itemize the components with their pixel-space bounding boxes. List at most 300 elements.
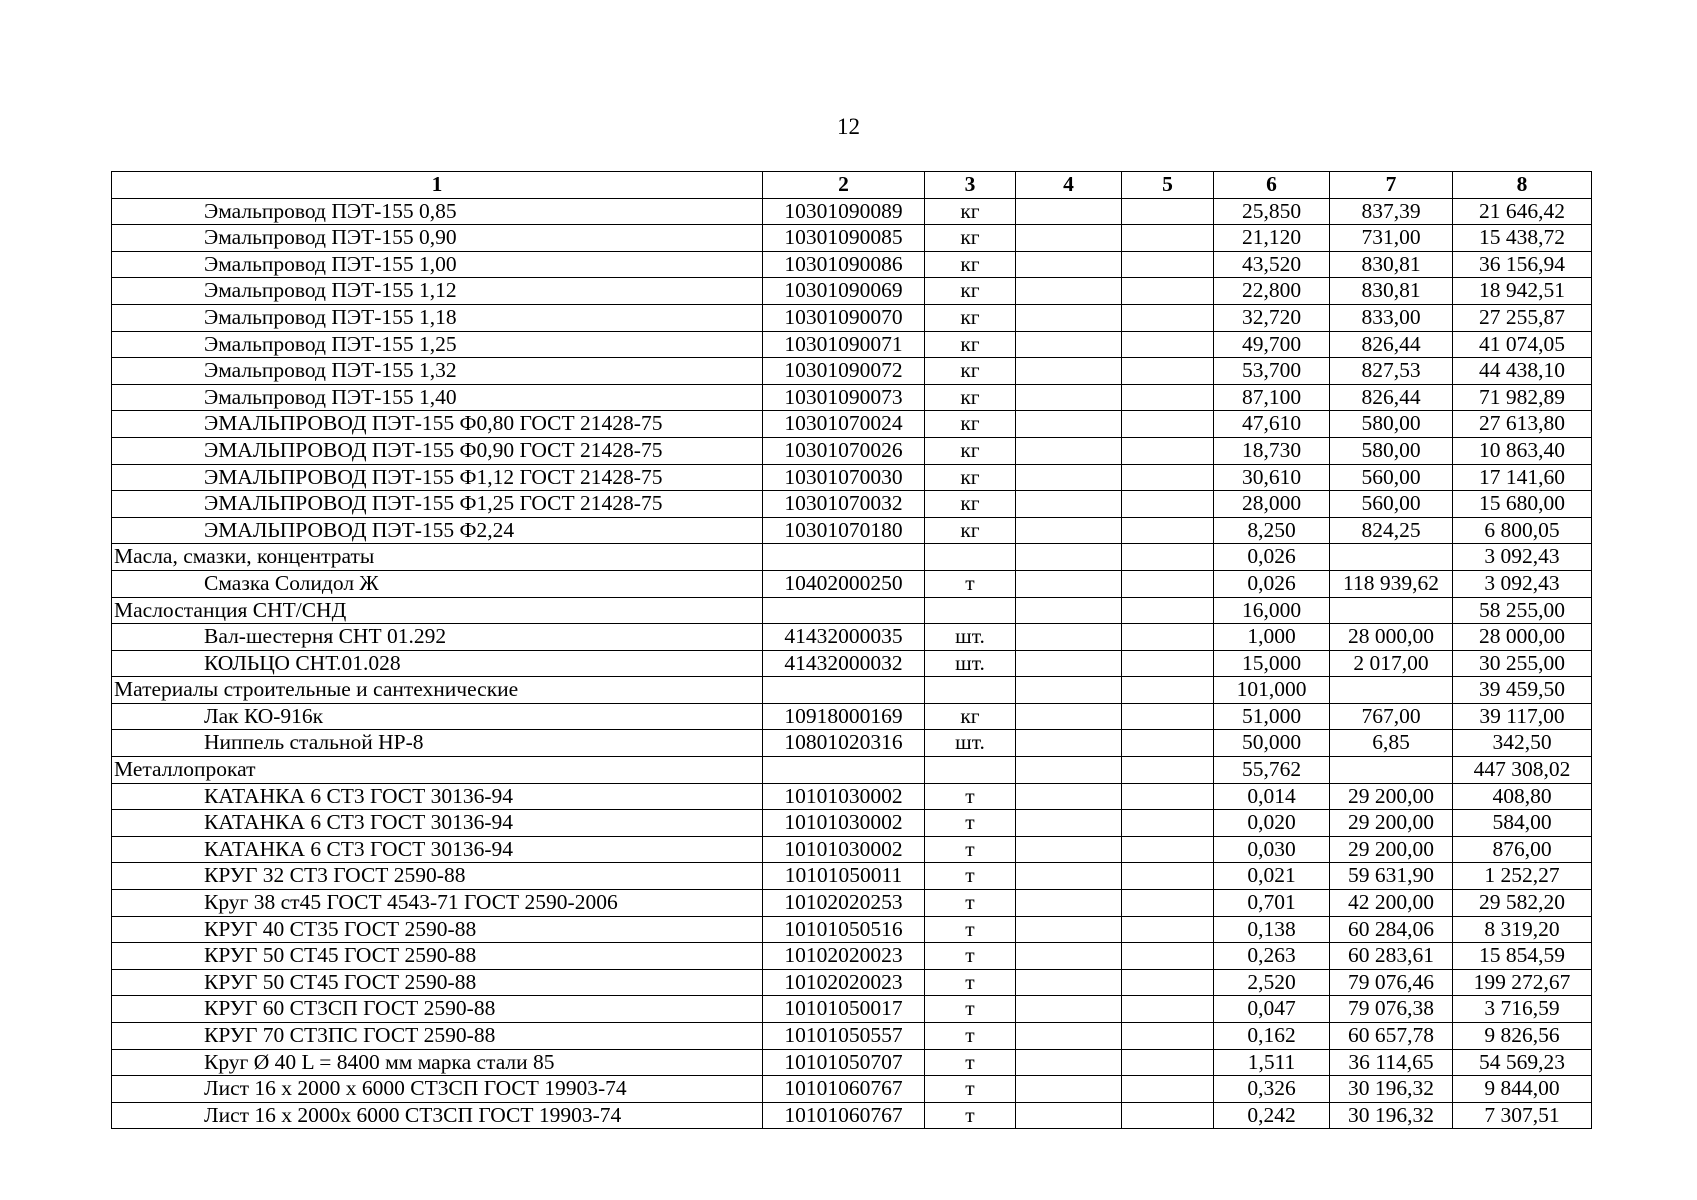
price-cell: 29 200,00 — [1330, 836, 1453, 863]
sum-cell: 3 092,43 — [1453, 544, 1592, 571]
price-cell: 29 200,00 — [1330, 783, 1453, 810]
column-5-cell — [1122, 225, 1214, 252]
sum-cell: 10 863,40 — [1453, 437, 1592, 464]
item-name-cell: КРУГ 32 СТ3 ГОСТ 2590-88 — [112, 863, 763, 890]
item-name-cell: Эмальпровод ПЭТ-155 1,25 — [112, 331, 763, 358]
sum-cell: 447 308,02 — [1453, 757, 1592, 784]
sum-cell: 584,00 — [1453, 810, 1592, 837]
column-4-cell — [1016, 969, 1122, 996]
sum-cell: 54 569,23 — [1453, 1049, 1592, 1076]
unit-cell: т — [925, 890, 1016, 917]
column-4-cell — [1016, 491, 1122, 518]
item-name-cell: КРУГ 50 СТ45 ГОСТ 2590-88 — [112, 969, 763, 996]
quantity-cell: 1,511 — [1214, 1049, 1330, 1076]
item-name-cell: Круг 38 ст45 ГОСТ 4543-71 ГОСТ 2590-2006 — [112, 890, 763, 917]
column-4-cell — [1016, 703, 1122, 730]
item-code-cell: 10101030002 — [763, 810, 925, 837]
table-row — [112, 996, 1592, 1023]
item-name-cell: Эмальпровод ПЭТ-155 0,85 — [112, 198, 763, 225]
price-cell: 6,85 — [1330, 730, 1453, 757]
column-5-cell — [1122, 650, 1214, 677]
column-4-cell — [1016, 943, 1122, 970]
price-cell: 830,81 — [1330, 278, 1453, 305]
price-cell: 580,00 — [1330, 437, 1453, 464]
table-row — [112, 810, 1592, 837]
item-code-cell: 10101060767 — [763, 1076, 925, 1103]
item-name-cell: Эмальпровод ПЭТ-155 1,40 — [112, 384, 763, 411]
quantity-cell: 0,263 — [1214, 943, 1330, 970]
sum-cell: 58 255,00 — [1453, 597, 1592, 624]
price-cell: 830,81 — [1330, 251, 1453, 278]
price-cell: 30 196,32 — [1330, 1076, 1453, 1103]
sum-cell: 15 854,59 — [1453, 943, 1592, 970]
item-name-cell: Круг Ø 40 L = 8400 мм марка стали 85 — [112, 1049, 763, 1076]
column-4-cell — [1016, 624, 1122, 651]
column-4-cell — [1016, 278, 1122, 305]
sum-cell: 9 844,00 — [1453, 1076, 1592, 1103]
column-5-cell — [1122, 491, 1214, 518]
unit-cell: кг — [925, 411, 1016, 438]
item-name-cell: КРУГ 60 СТ3СП ГОСТ 2590-88 — [112, 996, 763, 1023]
column-4-cell — [1016, 1049, 1122, 1076]
column-4-cell — [1016, 304, 1122, 331]
sum-cell: 876,00 — [1453, 836, 1592, 863]
table-row — [112, 1076, 1592, 1103]
column-5-cell — [1122, 890, 1214, 917]
sum-cell: 15 438,72 — [1453, 225, 1592, 252]
unit-cell: шт. — [925, 624, 1016, 651]
column-5-cell — [1122, 916, 1214, 943]
table-row — [112, 198, 1592, 225]
item-name-cell: Вал-шестерня СНТ 01.292 — [112, 624, 763, 651]
item-name-cell: Лист 16 х 2000 х 6000 СТ3СП ГОСТ 19903-74 — [112, 1076, 763, 1103]
item-name-cell: КРУГ 40 СТ35 ГОСТ 2590-88 — [112, 916, 763, 943]
quantity-cell: 0,030 — [1214, 836, 1330, 863]
sum-cell: 8 319,20 — [1453, 916, 1592, 943]
column-header-6: 6 — [1214, 172, 1330, 199]
item-code-cell: 10102020023 — [763, 969, 925, 996]
item-code-cell: 10301090089 — [763, 198, 925, 225]
sum-cell: 29 582,20 — [1453, 890, 1592, 917]
column-4-cell — [1016, 1076, 1122, 1103]
column-4-cell — [1016, 730, 1122, 757]
column-5-cell — [1122, 331, 1214, 358]
column-5-cell — [1122, 437, 1214, 464]
unit-cell: кг — [925, 304, 1016, 331]
column-5-cell — [1122, 1102, 1214, 1129]
quantity-cell: 55,762 — [1214, 757, 1330, 784]
unit-cell: кг — [925, 278, 1016, 305]
column-4-cell — [1016, 411, 1122, 438]
sum-cell: 18 942,51 — [1453, 278, 1592, 305]
item-name-cell: Эмальпровод ПЭТ-155 1,12 — [112, 278, 763, 305]
unit-cell: кг — [925, 384, 1016, 411]
table-row — [112, 278, 1592, 305]
column-5-cell — [1122, 677, 1214, 704]
quantity-cell: 15,000 — [1214, 650, 1330, 677]
column-header-1: 1 — [112, 172, 763, 199]
column-4-cell — [1016, 677, 1122, 704]
table-row — [112, 331, 1592, 358]
column-5-cell — [1122, 597, 1214, 624]
column-header-7: 7 — [1330, 172, 1453, 199]
item-name-cell: Смазка Солидол Ж — [112, 570, 763, 597]
column-5-cell — [1122, 278, 1214, 305]
quantity-cell: 51,000 — [1214, 703, 1330, 730]
column-header-8: 8 — [1453, 172, 1592, 199]
column-5-cell — [1122, 863, 1214, 890]
item-name-cell: КАТАНКА 6 СТ3 ГОСТ 30136-94 — [112, 836, 763, 863]
column-4-cell — [1016, 916, 1122, 943]
item-name-cell: Эмальпровод ПЭТ-155 1,32 — [112, 358, 763, 385]
item-name-cell: Масла, смазки, концентраты — [112, 544, 763, 571]
item-code-cell: 41432000032 — [763, 650, 925, 677]
unit-cell: т — [925, 1023, 1016, 1050]
quantity-cell: 0,326 — [1214, 1076, 1330, 1103]
unit-cell — [925, 677, 1016, 704]
price-cell: 79 076,46 — [1330, 969, 1453, 996]
column-header-3: 3 — [925, 172, 1016, 199]
column-5-cell — [1122, 783, 1214, 810]
quantity-cell: 32,720 — [1214, 304, 1330, 331]
unit-cell: т — [925, 570, 1016, 597]
sum-cell: 9 826,56 — [1453, 1023, 1592, 1050]
sum-cell: 36 156,94 — [1453, 251, 1592, 278]
category-row — [112, 757, 1592, 784]
unit-cell: т — [925, 836, 1016, 863]
item-code-cell: 10101050557 — [763, 1023, 925, 1050]
item-code-cell: 10301070030 — [763, 464, 925, 491]
unit-cell: кг — [925, 437, 1016, 464]
unit-cell: кг — [925, 225, 1016, 252]
price-cell: 42 200,00 — [1330, 890, 1453, 917]
column-5-cell — [1122, 943, 1214, 970]
item-code-cell: 10101030002 — [763, 783, 925, 810]
sum-cell: 7 307,51 — [1453, 1102, 1592, 1129]
column-5-cell — [1122, 836, 1214, 863]
sum-cell: 71 982,89 — [1453, 384, 1592, 411]
quantity-cell: 47,610 — [1214, 411, 1330, 438]
column-header-2: 2 — [763, 172, 925, 199]
sum-cell: 30 255,00 — [1453, 650, 1592, 677]
unit-cell: шт. — [925, 730, 1016, 757]
sum-cell: 199 272,67 — [1453, 969, 1592, 996]
sum-cell: 17 141,60 — [1453, 464, 1592, 491]
column-4-cell — [1016, 517, 1122, 544]
column-4-cell — [1016, 225, 1122, 252]
column-5-cell — [1122, 384, 1214, 411]
category-row — [112, 597, 1592, 624]
unit-cell: т — [925, 1076, 1016, 1103]
column-5-cell — [1122, 757, 1214, 784]
item-name-cell: Ниппель стальной НР-8 — [112, 730, 763, 757]
item-code-cell: 10801020316 — [763, 730, 925, 757]
table-row — [112, 251, 1592, 278]
table-row — [112, 916, 1592, 943]
column-5-cell — [1122, 544, 1214, 571]
sum-cell: 3 092,43 — [1453, 570, 1592, 597]
item-code-cell: 10301090073 — [763, 384, 925, 411]
sum-cell: 3 716,59 — [1453, 996, 1592, 1023]
column-header-4: 4 — [1016, 172, 1122, 199]
price-cell: 580,00 — [1330, 411, 1453, 438]
unit-cell: т — [925, 1102, 1016, 1129]
column-5-cell — [1122, 996, 1214, 1023]
unit-cell: т — [925, 916, 1016, 943]
table-row — [112, 464, 1592, 491]
unit-cell: кг — [925, 464, 1016, 491]
table-row — [112, 437, 1592, 464]
column-4-cell — [1016, 890, 1122, 917]
column-5-cell — [1122, 1049, 1214, 1076]
quantity-cell: 0,701 — [1214, 890, 1330, 917]
unit-cell: кг — [925, 491, 1016, 518]
item-name-cell: Эмальпровод ПЭТ-155 1,00 — [112, 251, 763, 278]
column-4-cell — [1016, 251, 1122, 278]
price-cell — [1330, 757, 1453, 784]
column-4-cell — [1016, 650, 1122, 677]
unit-cell: т — [925, 863, 1016, 890]
table-row — [112, 1049, 1592, 1076]
price-cell: 30 196,32 — [1330, 1102, 1453, 1129]
item-code-cell: 10102020253 — [763, 890, 925, 917]
item-code-cell: 10101050707 — [763, 1049, 925, 1076]
column-5-cell — [1122, 969, 1214, 996]
table-row — [112, 783, 1592, 810]
quantity-cell: 0,162 — [1214, 1023, 1330, 1050]
price-cell: 731,00 — [1330, 225, 1453, 252]
quantity-cell: 53,700 — [1214, 358, 1330, 385]
item-name-cell: Маслостанция СНТ/СНД — [112, 597, 763, 624]
quantity-cell: 22,800 — [1214, 278, 1330, 305]
table-row — [112, 411, 1592, 438]
price-cell: 36 114,65 — [1330, 1049, 1453, 1076]
sum-cell: 1 252,27 — [1453, 863, 1592, 890]
item-name-cell: ЭМАЛЬПРОВОД ПЭТ-155 Ф0,90 ГОСТ 21428-75 — [112, 437, 763, 464]
item-code-cell — [763, 597, 925, 624]
quantity-cell: 30,610 — [1214, 464, 1330, 491]
item-name-cell: ЭМАЛЬПРОВОД ПЭТ-155 Ф1,12 ГОСТ 21428-75 — [112, 464, 763, 491]
quantity-cell: 25,850 — [1214, 198, 1330, 225]
price-cell: 560,00 — [1330, 491, 1453, 518]
unit-cell — [925, 544, 1016, 571]
item-code-cell: 10101030002 — [763, 836, 925, 863]
column-4-cell — [1016, 1102, 1122, 1129]
unit-cell: кг — [925, 358, 1016, 385]
item-name-cell: КРУГ 70 СТ3ПС ГОСТ 2590-88 — [112, 1023, 763, 1050]
table-row — [112, 358, 1592, 385]
table-row — [112, 730, 1592, 757]
column-5-cell — [1122, 703, 1214, 730]
item-code-cell — [763, 544, 925, 571]
price-cell: 118 939,62 — [1330, 570, 1453, 597]
table-body — [112, 198, 1592, 1129]
quantity-cell: 18,730 — [1214, 437, 1330, 464]
price-cell — [1330, 677, 1453, 704]
price-cell: 79 076,38 — [1330, 996, 1453, 1023]
unit-cell: кг — [925, 251, 1016, 278]
item-code-cell: 41432000035 — [763, 624, 925, 651]
column-5-cell — [1122, 358, 1214, 385]
inventory-table — [111, 171, 1592, 1129]
unit-cell: т — [925, 996, 1016, 1023]
item-code-cell: 10101060767 — [763, 1102, 925, 1129]
category-row — [112, 677, 1592, 704]
quantity-cell: 1,000 — [1214, 624, 1330, 651]
price-cell — [1330, 597, 1453, 624]
column-5-cell — [1122, 198, 1214, 225]
table-row — [112, 969, 1592, 996]
item-name-cell: Лак КО-916к — [112, 703, 763, 730]
column-5-cell — [1122, 464, 1214, 491]
item-code-cell: 10402000250 — [763, 570, 925, 597]
item-name-cell: Эмальпровод ПЭТ-155 0,90 — [112, 225, 763, 252]
item-name-cell: КАТАНКА 6 СТ3 ГОСТ 30136-94 — [112, 810, 763, 837]
item-name-cell: Металлопрокат — [112, 757, 763, 784]
category-row — [112, 544, 1592, 571]
sum-cell: 39 117,00 — [1453, 703, 1592, 730]
quantity-cell: 16,000 — [1214, 597, 1330, 624]
price-cell: 60 657,78 — [1330, 1023, 1453, 1050]
column-5-cell — [1122, 810, 1214, 837]
price-cell: 767,00 — [1330, 703, 1453, 730]
item-name-cell: Лист 16 х 2000х 6000 СТ3СП ГОСТ 19903-74 — [112, 1102, 763, 1129]
table-row — [112, 570, 1592, 597]
column-4-cell — [1016, 863, 1122, 890]
price-cell: 28 000,00 — [1330, 624, 1453, 651]
unit-cell: кг — [925, 331, 1016, 358]
quantity-cell: 0,047 — [1214, 996, 1330, 1023]
column-4-cell — [1016, 757, 1122, 784]
column-5-cell — [1122, 411, 1214, 438]
unit-cell: т — [925, 783, 1016, 810]
quantity-cell: 8,250 — [1214, 517, 1330, 544]
column-4-cell — [1016, 783, 1122, 810]
header-row — [112, 172, 1592, 199]
table-row — [112, 703, 1592, 730]
item-name-cell: Эмальпровод ПЭТ-155 1,18 — [112, 304, 763, 331]
unit-cell: т — [925, 969, 1016, 996]
item-code-cell: 10102020023 — [763, 943, 925, 970]
sum-cell: 27 613,80 — [1453, 411, 1592, 438]
sum-cell: 408,80 — [1453, 783, 1592, 810]
column-4-cell — [1016, 198, 1122, 225]
column-4-cell — [1016, 1023, 1122, 1050]
price-cell: 827,53 — [1330, 358, 1453, 385]
table-row — [112, 304, 1592, 331]
quantity-cell: 0,242 — [1214, 1102, 1330, 1129]
column-4-cell — [1016, 836, 1122, 863]
unit-cell: т — [925, 810, 1016, 837]
table-row — [112, 491, 1592, 518]
price-cell — [1330, 544, 1453, 571]
quantity-cell: 0,020 — [1214, 810, 1330, 837]
quantity-cell: 0,014 — [1214, 783, 1330, 810]
column-4-cell — [1016, 384, 1122, 411]
column-4-cell — [1016, 570, 1122, 597]
sum-cell: 21 646,42 — [1453, 198, 1592, 225]
column-header-5: 5 — [1122, 172, 1214, 199]
table-row — [112, 650, 1592, 677]
quantity-cell: 49,700 — [1214, 331, 1330, 358]
price-cell: 833,00 — [1330, 304, 1453, 331]
column-4-cell — [1016, 544, 1122, 571]
item-code-cell: 10301070032 — [763, 491, 925, 518]
price-cell: 837,39 — [1330, 198, 1453, 225]
unit-cell: кг — [925, 198, 1016, 225]
price-cell: 59 631,90 — [1330, 863, 1453, 890]
quantity-cell: 0,026 — [1214, 544, 1330, 571]
column-4-cell — [1016, 464, 1122, 491]
unit-cell — [925, 597, 1016, 624]
sum-cell: 342,50 — [1453, 730, 1592, 757]
item-name-cell: ЭМАЛЬПРОВОД ПЭТ-155 Ф0,80 ГОСТ 21428-75 — [112, 411, 763, 438]
column-4-cell — [1016, 331, 1122, 358]
column-4-cell — [1016, 358, 1122, 385]
column-5-cell — [1122, 570, 1214, 597]
column-5-cell — [1122, 251, 1214, 278]
column-5-cell — [1122, 730, 1214, 757]
price-cell: 60 283,61 — [1330, 943, 1453, 970]
column-5-cell — [1122, 517, 1214, 544]
unit-cell: кг — [925, 517, 1016, 544]
table-row — [112, 943, 1592, 970]
table-row — [112, 890, 1592, 917]
sum-cell: 28 000,00 — [1453, 624, 1592, 651]
table-row — [112, 517, 1592, 544]
quantity-cell: 0,021 — [1214, 863, 1330, 890]
sum-cell: 44 438,10 — [1453, 358, 1592, 385]
sum-cell: 6 800,05 — [1453, 517, 1592, 544]
item-code-cell: 10301070024 — [763, 411, 925, 438]
table-row — [112, 225, 1592, 252]
table-row — [112, 836, 1592, 863]
quantity-cell: 101,000 — [1214, 677, 1330, 704]
item-name-cell: КОЛЬЦО СНТ.01.028 — [112, 650, 763, 677]
price-cell: 826,44 — [1330, 384, 1453, 411]
item-code-cell: 10301090085 — [763, 225, 925, 252]
table-row — [112, 863, 1592, 890]
quantity-cell: 87,100 — [1214, 384, 1330, 411]
sum-cell: 39 459,50 — [1453, 677, 1592, 704]
column-4-cell — [1016, 597, 1122, 624]
quantity-cell: 50,000 — [1214, 730, 1330, 757]
unit-cell — [925, 757, 1016, 784]
item-name-cell: ЭМАЛЬПРОВОД ПЭТ-155 Ф1,25 ГОСТ 21428-75 — [112, 491, 763, 518]
item-code-cell: 10918000169 — [763, 703, 925, 730]
column-5-cell — [1122, 1076, 1214, 1103]
quantity-cell: 43,520 — [1214, 251, 1330, 278]
item-code-cell — [763, 757, 925, 784]
item-code-cell: 10301090071 — [763, 331, 925, 358]
unit-cell: т — [925, 1049, 1016, 1076]
price-cell: 60 284,06 — [1330, 916, 1453, 943]
table-row — [112, 1023, 1592, 1050]
unit-cell: т — [925, 943, 1016, 970]
item-code-cell — [763, 677, 925, 704]
column-5-cell — [1122, 1023, 1214, 1050]
column-4-cell — [1016, 996, 1122, 1023]
column-5-cell — [1122, 624, 1214, 651]
price-cell: 2 017,00 — [1330, 650, 1453, 677]
price-cell: 29 200,00 — [1330, 810, 1453, 837]
table-row — [112, 1102, 1592, 1129]
item-code-cell: 10101050516 — [763, 916, 925, 943]
item-code-cell: 10301070180 — [763, 517, 925, 544]
item-code-cell: 10101050017 — [763, 996, 925, 1023]
item-name-cell: КАТАНКА 6 СТ3 ГОСТ 30136-94 — [112, 783, 763, 810]
item-code-cell: 10101050011 — [763, 863, 925, 890]
